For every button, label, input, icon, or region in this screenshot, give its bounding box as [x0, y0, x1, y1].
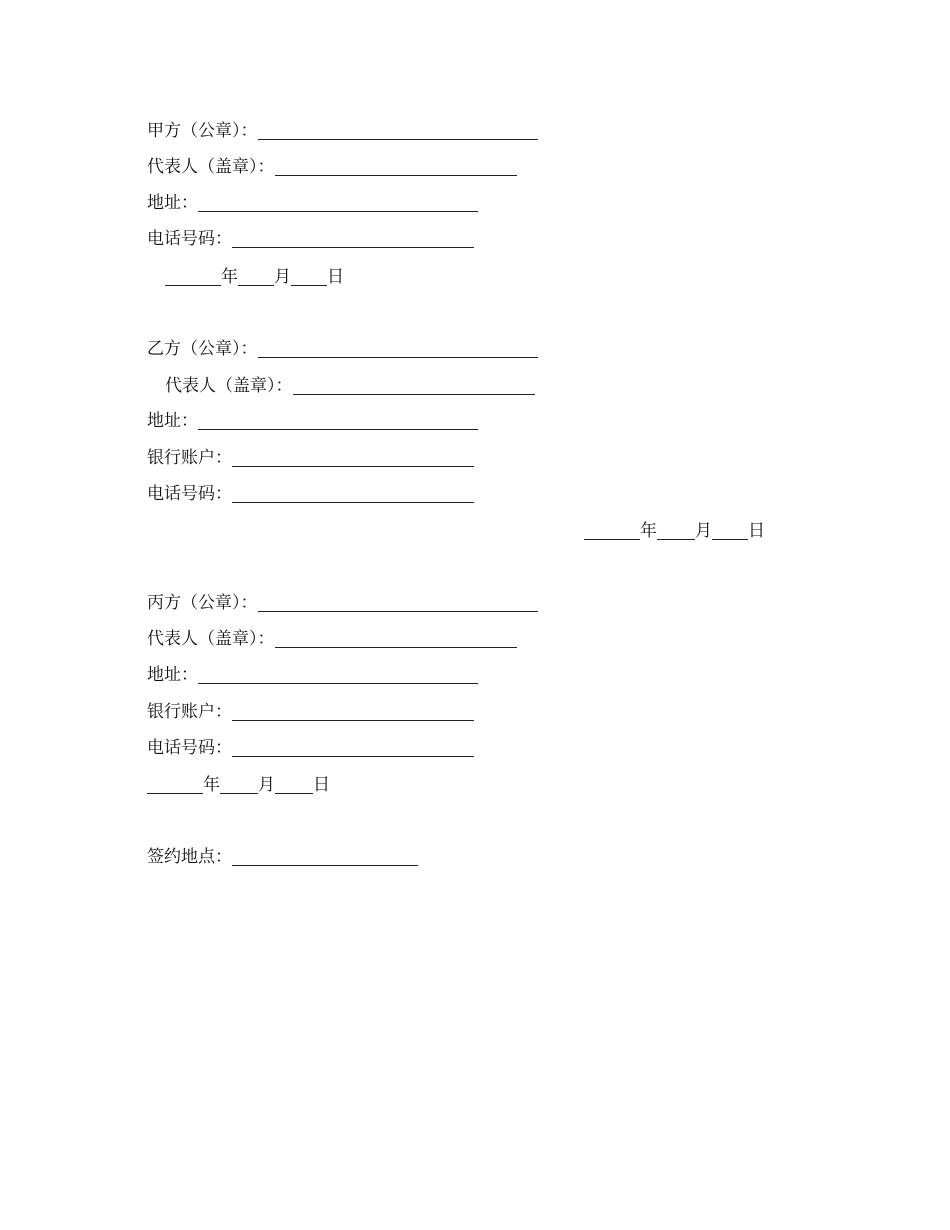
party-a-name-blank[interactable] [258, 121, 538, 140]
party-b-phone-label: 电话号码： [147, 484, 232, 504]
party-c-bank-label: 银行账户： [147, 702, 232, 722]
party-b-day-blank[interactable] [712, 521, 748, 540]
party-b-month-blank[interactable] [657, 521, 695, 540]
party-c-address-blank[interactable] [198, 665, 478, 684]
party-a-phone-row [147, 224, 474, 250]
party-b-day-unit: 日 [748, 521, 765, 541]
party-c-address-row [147, 660, 478, 686]
party-b-name-label: 乙方（公章）： [147, 339, 258, 359]
party-a-address-blank[interactable] [198, 193, 478, 212]
party-c-date-row [147, 770, 330, 796]
party-b-rep-row [165, 371, 535, 397]
signing-location-row [147, 842, 418, 868]
party-c-name-label: 丙方（公章）： [147, 593, 258, 613]
party-a-phone-label: 电话号码： [147, 229, 232, 249]
party-b-date-row [584, 516, 765, 542]
party-a-name-row [147, 116, 538, 142]
party-b-name-blank[interactable] [258, 339, 538, 358]
party-b-phone-blank[interactable] [232, 484, 474, 503]
party-c-year-blank[interactable] [147, 775, 203, 794]
party-c-day-unit: 日 [313, 775, 330, 795]
party-a-address-row [147, 188, 478, 214]
signing-location-label: 签约地点： [147, 847, 232, 867]
party-c-rep-label: 代表人（盖章）： [147, 629, 275, 649]
party-c-name-row [147, 588, 538, 614]
party-b-year-blank[interactable] [584, 521, 640, 540]
party-b-month-unit: 月 [695, 521, 712, 541]
party-a-date-row [165, 262, 344, 288]
party-a-day-unit: 日 [327, 267, 344, 287]
party-a-rep-blank[interactable] [275, 157, 517, 176]
party-b-phone-row [147, 479, 474, 505]
party-c-name-blank[interactable] [258, 593, 538, 612]
party-a-name-label: 甲方（公章）： [147, 121, 258, 141]
party-b-name-row [147, 334, 538, 360]
party-b-rep-label: 代表人（盖章）： [165, 376, 293, 396]
party-c-phone-row [147, 733, 474, 759]
party-b-bank-blank[interactable] [232, 448, 474, 467]
party-c-month-blank[interactable] [220, 775, 258, 794]
party-c-day-blank[interactable] [275, 775, 313, 794]
party-c-month-unit: 月 [258, 775, 275, 795]
party-c-year-unit: 年 [203, 775, 220, 795]
signing-location-blank[interactable] [232, 847, 418, 866]
party-c-rep-blank[interactable] [275, 629, 517, 648]
party-b-address-label: 地址： [147, 411, 198, 431]
party-c-bank-blank[interactable] [232, 702, 474, 721]
party-a-year-blank[interactable] [165, 267, 221, 286]
party-c-address-label: 地址： [147, 665, 198, 685]
party-a-year-unit: 年 [221, 267, 238, 287]
party-c-rep-row [147, 624, 517, 650]
party-a-day-blank[interactable] [291, 267, 327, 286]
party-b-bank-row [147, 443, 474, 469]
party-b-bank-label: 银行账户： [147, 448, 232, 468]
party-a-rep-label: 代表人（盖章）： [147, 157, 275, 177]
party-c-phone-label: 电话号码： [147, 738, 232, 758]
party-a-address-label: 地址： [147, 193, 198, 213]
party-b-year-unit: 年 [640, 521, 657, 541]
party-c-phone-blank[interactable] [232, 738, 474, 757]
party-b-address-blank[interactable] [198, 411, 478, 430]
party-a-rep-row [147, 152, 517, 178]
party-c-bank-row [147, 697, 474, 723]
party-a-month-blank[interactable] [238, 267, 274, 286]
party-a-month-unit: 月 [274, 267, 291, 287]
party-b-rep-blank[interactable] [293, 376, 535, 395]
party-b-address-row [147, 406, 478, 432]
party-a-phone-blank[interactable] [232, 229, 474, 248]
